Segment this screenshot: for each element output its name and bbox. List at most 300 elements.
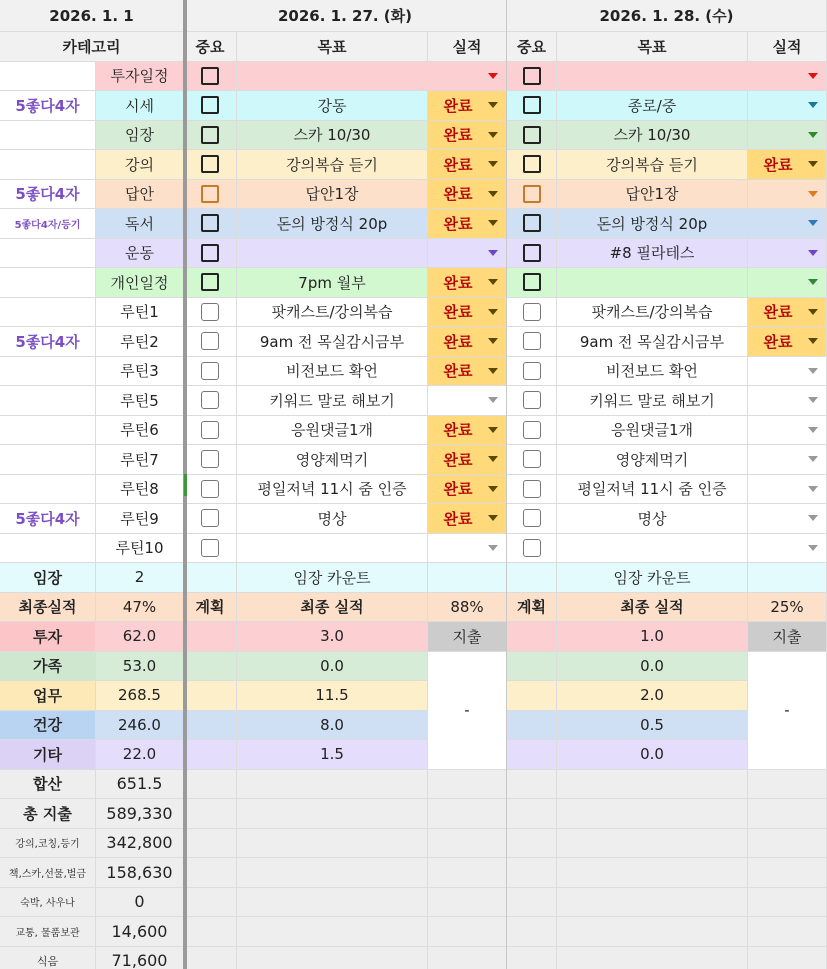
total-label-0: 합산 xyxy=(0,770,96,800)
cat-total-2: 268.5 xyxy=(96,681,184,711)
day1-importance-cell[interactable] xyxy=(184,180,237,210)
total-blank xyxy=(557,770,748,800)
day1-final-2: 11.5 xyxy=(237,681,428,711)
day1-goal-cell[interactable]: 강의복습 듣기 xyxy=(237,150,428,180)
day1-goal-cell[interactable]: 스카 10/30 xyxy=(237,121,428,151)
day1-result-dropdown[interactable] xyxy=(428,91,507,121)
day2-final-pct: 25% xyxy=(748,593,827,623)
checkbox[interactable] xyxy=(523,273,541,291)
total-blank xyxy=(237,917,428,947)
cat-label-4: 기타 xyxy=(0,740,96,770)
day2-result-dropdown[interactable] xyxy=(748,209,827,239)
category-2: 임장 xyxy=(96,121,184,151)
day2-result-dropdown[interactable] xyxy=(748,62,827,92)
day1-result-dropdown[interactable] xyxy=(428,475,507,505)
day1-result-dropdown[interactable] xyxy=(428,268,507,298)
day2-importance-cell[interactable] xyxy=(507,62,557,92)
total-blank xyxy=(557,917,748,947)
day1-importance-cell[interactable] xyxy=(184,62,237,92)
chevron-down-icon[interactable] xyxy=(808,161,818,167)
total-blank xyxy=(428,858,507,888)
day1-date-header[interactable]: 2026. 1. 27. (화) xyxy=(184,0,507,32)
chevron-down-icon[interactable] xyxy=(808,397,818,403)
left-date-header[interactable]: 2026. 1. 1 xyxy=(0,0,184,32)
checkbox[interactable] xyxy=(201,539,219,557)
day2-result-dropdown[interactable] xyxy=(748,386,827,416)
checkbox[interactable] xyxy=(201,509,219,527)
category-6: 운동 xyxy=(96,239,184,269)
result-value: 완료 xyxy=(443,450,473,469)
day2-goal-cell[interactable] xyxy=(557,268,748,298)
total-blank xyxy=(428,917,507,947)
checkbox[interactable] xyxy=(201,391,219,409)
day1-importance-cell[interactable] xyxy=(184,445,237,475)
day1-goal-cell[interactable]: 돈의 방정식 20p xyxy=(237,209,428,239)
day2-importance-cell[interactable] xyxy=(507,150,557,180)
day2-goal-cell[interactable]: 평일저녁 11시 줌 인증 xyxy=(557,475,748,505)
category-7: 개인일정 xyxy=(96,268,184,298)
day1-result-dropdown[interactable] xyxy=(428,239,507,269)
total-blank xyxy=(507,770,557,800)
row-side-note xyxy=(0,416,96,446)
day1-result-dropdown[interactable] xyxy=(428,386,507,416)
chevron-down-icon[interactable] xyxy=(808,309,818,315)
day2-result-dropdown[interactable] xyxy=(748,445,827,475)
day2-importance-cell[interactable] xyxy=(507,180,557,210)
total-blank xyxy=(237,947,428,969)
row-side-note xyxy=(0,121,96,151)
category-5: 독서 xyxy=(96,209,184,239)
result-value: 완료 xyxy=(763,332,793,351)
checkbox[interactable] xyxy=(201,96,219,114)
day2-result-header: 실적 xyxy=(748,32,827,62)
row-side-note: 5좋다4자 xyxy=(0,91,96,121)
day2-goal-cell[interactable]: 비전보드 확언 xyxy=(557,357,748,387)
day2-result-dropdown[interactable] xyxy=(748,357,827,387)
chevron-down-icon[interactable] xyxy=(488,486,498,492)
total-label-1: 총 지출 xyxy=(0,799,96,829)
total-blank xyxy=(428,799,507,829)
day1-result-dropdown[interactable] xyxy=(428,209,507,239)
checkbox[interactable] xyxy=(523,421,541,439)
day1-expense-label: 지출 xyxy=(428,622,507,652)
chevron-down-icon[interactable] xyxy=(488,427,498,433)
checkbox[interactable] xyxy=(201,273,219,291)
day1-importance-cell[interactable] xyxy=(184,475,237,505)
result-value: 완료 xyxy=(443,480,473,499)
day1-plan-3 xyxy=(184,711,237,741)
row-side-note: 5좋다4자/등기 xyxy=(0,209,96,239)
day2-importance-cell[interactable] xyxy=(507,239,557,269)
chevron-down-icon[interactable] xyxy=(488,397,498,403)
category-1: 시세 xyxy=(96,91,184,121)
day1-plan-label: 계획 xyxy=(184,593,237,623)
day2-result-dropdown[interactable] xyxy=(748,534,827,564)
chevron-down-icon[interactable] xyxy=(488,161,498,167)
checkbox[interactable] xyxy=(201,155,219,173)
category-10: 루틴3 xyxy=(96,357,184,387)
day2-goal-cell[interactable] xyxy=(557,62,748,92)
day2-importance-cell[interactable] xyxy=(507,534,557,564)
day1-plan-4 xyxy=(184,740,237,770)
day2-goal-cell[interactable]: 종로/중 xyxy=(557,91,748,121)
total-blank xyxy=(428,888,507,918)
day1-result-dropdown[interactable] xyxy=(428,180,507,210)
day1-final-0: 3.0 xyxy=(237,622,428,652)
day2-final-0: 1.0 xyxy=(557,622,748,652)
day2-importance-cell[interactable] xyxy=(507,386,557,416)
checkbox[interactable] xyxy=(201,421,219,439)
cat-label-3: 건강 xyxy=(0,711,96,741)
total-blank xyxy=(507,829,557,859)
day2-final-4: 0.0 xyxy=(557,740,748,770)
cat-total-3: 246.0 xyxy=(96,711,184,741)
day1-goal-cell[interactable]: 평일저녁 11시 줌 인증 xyxy=(237,475,428,505)
total-label-6: 식음 xyxy=(0,947,96,969)
day2-importance-cell[interactable] xyxy=(507,357,557,387)
day1-importance-cell[interactable] xyxy=(184,239,237,269)
total-blank xyxy=(184,858,237,888)
total-value-0: 651.5 xyxy=(96,770,184,800)
result-value: 완료 xyxy=(443,273,473,292)
day1-plan-1 xyxy=(184,652,237,682)
day1-importance-cell[interactable] xyxy=(184,416,237,446)
day2-importance-cell[interactable] xyxy=(507,91,557,121)
day1-importance-cell[interactable] xyxy=(184,268,237,298)
chevron-down-icon[interactable] xyxy=(488,368,498,374)
day2-result-dropdown[interactable] xyxy=(748,504,827,534)
total-blank xyxy=(748,947,827,969)
checkbox[interactable] xyxy=(523,96,541,114)
category-4: 답안 xyxy=(96,180,184,210)
day2-goal-cell[interactable]: 응원댓글1개 xyxy=(557,416,748,446)
day1-importance-cell[interactable] xyxy=(184,327,237,357)
day2-importance-cell[interactable] xyxy=(507,445,557,475)
chevron-down-icon[interactable] xyxy=(808,427,818,433)
day1-result-dropdown[interactable] xyxy=(428,416,507,446)
chevron-down-icon[interactable] xyxy=(488,279,498,285)
day2-importance-cell[interactable] xyxy=(507,416,557,446)
final-label: 최종실적 xyxy=(0,593,96,623)
day2-result-dropdown[interactable] xyxy=(748,416,827,446)
checkbox[interactable] xyxy=(201,303,219,321)
day1-goal-cell[interactable] xyxy=(237,62,428,92)
day2-result-dropdown[interactable] xyxy=(748,91,827,121)
row-side-note: 5좋다4자 xyxy=(0,327,96,357)
chevron-down-icon[interactable] xyxy=(488,102,498,108)
day1-result-dropdown[interactable] xyxy=(428,357,507,387)
day1-goal-header: 목표 xyxy=(237,32,428,62)
day1-result-dropdown[interactable] xyxy=(428,445,507,475)
chevron-down-icon[interactable] xyxy=(488,73,498,79)
row-side-note xyxy=(0,475,96,505)
row-side-note xyxy=(0,386,96,416)
total-blank xyxy=(557,799,748,829)
day2-final-label: 최종 실적 xyxy=(557,593,748,623)
day2-result-dropdown[interactable] xyxy=(748,298,827,328)
day1-importance-cell[interactable] xyxy=(184,504,237,534)
checkbox[interactable] xyxy=(523,509,541,527)
total-label-5: 교통, 물품보관 xyxy=(0,917,96,947)
total-blank xyxy=(184,799,237,829)
checkbox[interactable] xyxy=(201,244,219,262)
day1-goal-cell[interactable]: 강동 xyxy=(237,91,428,121)
chevron-down-icon[interactable] xyxy=(808,220,818,226)
row-side-note xyxy=(0,268,96,298)
day1-result-dropdown[interactable] xyxy=(428,121,507,151)
total-blank xyxy=(237,770,428,800)
checkbox[interactable] xyxy=(201,332,219,350)
day1-result-dropdown[interactable] xyxy=(428,150,507,180)
day1-goal-cell[interactable] xyxy=(237,534,428,564)
day2-importance-cell[interactable] xyxy=(507,268,557,298)
day1-importance-cell[interactable] xyxy=(184,150,237,180)
day1-result-dropdown[interactable] xyxy=(428,504,507,534)
row-side-note xyxy=(0,239,96,269)
chevron-down-icon[interactable] xyxy=(808,73,818,79)
day2-importance-cell[interactable] xyxy=(507,475,557,505)
day1-importance-cell[interactable] xyxy=(184,357,237,387)
chevron-down-icon[interactable] xyxy=(808,250,818,256)
result-value: 완료 xyxy=(443,214,473,233)
total-blank xyxy=(507,799,557,829)
chevron-down-icon[interactable] xyxy=(808,132,818,138)
day2-result-dropdown[interactable] xyxy=(748,121,827,151)
result-value: 완료 xyxy=(443,126,473,145)
day1-goal-cell[interactable]: 답안1장 xyxy=(237,180,428,210)
chevron-down-icon[interactable] xyxy=(488,456,498,462)
total-blank xyxy=(184,947,237,969)
total-label-4: 숙박, 사우나 xyxy=(0,888,96,918)
day2-result-dropdown[interactable] xyxy=(748,239,827,269)
category-13: 루틴7 xyxy=(96,445,184,475)
day2-goal-cell[interactable]: 돈의 방정식 20p xyxy=(557,209,748,239)
checkbox[interactable] xyxy=(523,67,541,85)
day1-plan-0 xyxy=(184,622,237,652)
day2-final-3: 0.5 xyxy=(557,711,748,741)
day1-result-dropdown[interactable] xyxy=(428,327,507,357)
checkbox[interactable] xyxy=(201,362,219,380)
day2-result-dropdown[interactable] xyxy=(748,327,827,357)
total-blank xyxy=(748,917,827,947)
day1-imjang-blank xyxy=(184,563,237,593)
day2-importance-cell[interactable] xyxy=(507,209,557,239)
chevron-down-icon[interactable] xyxy=(488,545,498,551)
day1-goal-cell[interactable]: 명상 xyxy=(237,504,428,534)
day1-goal-cell[interactable]: 응원댓글1개 xyxy=(237,416,428,446)
checkbox[interactable] xyxy=(201,480,219,498)
cat-label-0: 투자 xyxy=(0,622,96,652)
chevron-down-icon[interactable] xyxy=(808,368,818,374)
checkbox[interactable] xyxy=(201,214,219,232)
day1-final-1: 0.0 xyxy=(237,652,428,682)
day2-goal-cell[interactable]: 팟캐스트/강의복습 xyxy=(557,298,748,328)
day1-final-pct: 88% xyxy=(428,593,507,623)
chevron-down-icon[interactable] xyxy=(488,309,498,315)
total-blank xyxy=(507,947,557,969)
category-16: 루틴10 xyxy=(96,534,184,564)
total-blank xyxy=(557,858,748,888)
total-blank xyxy=(184,829,237,859)
day2-importance-cell[interactable] xyxy=(507,298,557,328)
day2-plan-0 xyxy=(507,622,557,652)
category-14: 루틴8 xyxy=(96,475,184,505)
day2-plan-label: 계획 xyxy=(507,593,557,623)
day1-goal-cell[interactable]: 팟캐스트/강의복습 xyxy=(237,298,428,328)
total-blank xyxy=(428,829,507,859)
total-blank xyxy=(557,947,748,969)
day2-importance-cell[interactable] xyxy=(507,504,557,534)
day1-importance-cell[interactable] xyxy=(184,121,237,151)
day2-plan-3 xyxy=(507,711,557,741)
total-blank xyxy=(748,858,827,888)
day1-importance-cell[interactable] xyxy=(184,386,237,416)
total-blank xyxy=(507,888,557,918)
day1-importance-cell[interactable] xyxy=(184,209,237,239)
checkbox[interactable] xyxy=(523,362,541,380)
day2-goal-cell[interactable]: 강의복습 듣기 xyxy=(557,150,748,180)
day1-imjang-count: 임장 카운트 xyxy=(237,563,428,593)
imjang-count: 2 xyxy=(96,563,184,593)
total-value-1: 589,330 xyxy=(96,799,184,829)
chevron-down-icon[interactable] xyxy=(488,515,498,521)
day1-final-label: 최종 실적 xyxy=(237,593,428,623)
day2-result-dropdown[interactable] xyxy=(748,180,827,210)
chevron-down-icon[interactable] xyxy=(488,250,498,256)
result-value: 완료 xyxy=(443,421,473,440)
day2-plan-1 xyxy=(507,652,557,682)
total-value-2: 342,800 xyxy=(96,829,184,859)
checkbox[interactable] xyxy=(523,185,541,203)
total-blank xyxy=(184,770,237,800)
day1-result-dropdown[interactable] xyxy=(428,62,507,92)
total-blank xyxy=(748,888,827,918)
day1-goal-cell[interactable]: 영양제먹기 xyxy=(237,445,428,475)
chevron-down-icon[interactable] xyxy=(488,338,498,344)
day2-result-dropdown[interactable] xyxy=(748,268,827,298)
day2-imjang-count: 임장 카운트 xyxy=(557,563,748,593)
day1-importance-cell[interactable] xyxy=(184,298,237,328)
day1-importance-cell[interactable] xyxy=(184,534,237,564)
total-value-4: 0 xyxy=(96,888,184,918)
day2-date-header[interactable]: 2026. 1. 28. (수) xyxy=(507,0,827,32)
result-value: 완료 xyxy=(443,362,473,381)
day1-importance-cell[interactable] xyxy=(184,91,237,121)
day2-goal-cell[interactable]: #8 필라테스 xyxy=(557,239,748,269)
chevron-down-icon[interactable] xyxy=(808,515,818,521)
day2-goal-cell[interactable] xyxy=(557,534,748,564)
day1-goal-cell[interactable]: 7pm 월부 xyxy=(237,268,428,298)
day2-goal-cell[interactable]: 스카 10/30 xyxy=(557,121,748,151)
total-blank xyxy=(237,858,428,888)
chevron-down-icon[interactable] xyxy=(808,456,818,462)
checkbox[interactable] xyxy=(523,126,541,144)
day2-goal-cell[interactable]: 9am 전 목실감시금부 xyxy=(557,327,748,357)
total-blank xyxy=(237,888,428,918)
chevron-down-icon[interactable] xyxy=(488,132,498,138)
chevron-down-icon[interactable] xyxy=(808,191,818,197)
day-divider xyxy=(506,0,507,969)
checkbox[interactable] xyxy=(201,185,219,203)
checkbox[interactable] xyxy=(523,244,541,262)
checkbox[interactable] xyxy=(201,126,219,144)
checkbox[interactable] xyxy=(523,539,541,557)
row-side-note xyxy=(0,150,96,180)
day2-importance-header: 중요 xyxy=(507,32,557,62)
result-value: 완료 xyxy=(763,155,793,174)
day1-goal-cell[interactable]: 비전보드 확언 xyxy=(237,357,428,387)
day2-importance-cell[interactable] xyxy=(507,121,557,151)
checkbox[interactable] xyxy=(201,67,219,85)
total-label-2: 강의,코칭,등기 xyxy=(0,829,96,859)
cat-total-1: 53.0 xyxy=(96,652,184,682)
day1-goal-cell[interactable]: 9am 전 목실감시금부 xyxy=(237,327,428,357)
checkbox[interactable] xyxy=(523,450,541,468)
result-value: 완료 xyxy=(763,303,793,322)
checkbox[interactable] xyxy=(523,391,541,409)
day1-goal-cell[interactable]: 키워드 말로 해보기 xyxy=(237,386,428,416)
chevron-down-icon[interactable] xyxy=(808,279,818,285)
day1-result-dropdown[interactable] xyxy=(428,298,507,328)
chevron-down-icon[interactable] xyxy=(808,338,818,344)
day1-final-3: 8.0 xyxy=(237,711,428,741)
row-side-note: 5좋다4자 xyxy=(0,504,96,534)
day1-importance-header: 중요 xyxy=(184,32,237,62)
checkbox[interactable] xyxy=(201,450,219,468)
chevron-down-icon[interactable] xyxy=(808,545,818,551)
day2-goal-cell[interactable]: 답안1장 xyxy=(557,180,748,210)
day2-result-dropdown[interactable] xyxy=(748,475,827,505)
cat-total-0: 62.0 xyxy=(96,622,184,652)
category-9: 루틴2 xyxy=(96,327,184,357)
cat-label-2: 업무 xyxy=(0,681,96,711)
total-blank xyxy=(557,888,748,918)
day1-plan-2 xyxy=(184,681,237,711)
total-blank xyxy=(184,917,237,947)
result-value: 완료 xyxy=(443,332,473,351)
chevron-down-icon[interactable] xyxy=(808,486,818,492)
day1-final-4: 1.5 xyxy=(237,740,428,770)
category-header: 카테고리 xyxy=(0,32,184,62)
row-side-note xyxy=(0,357,96,387)
total-value-5: 14,600 xyxy=(96,917,184,947)
chevron-down-icon[interactable] xyxy=(488,191,498,197)
day2-result-dropdown[interactable] xyxy=(748,150,827,180)
final-pct: 47% xyxy=(96,593,184,623)
chevron-down-icon[interactable] xyxy=(808,102,818,108)
day2-goal-header: 목표 xyxy=(557,32,748,62)
cell-selection-marker xyxy=(184,474,187,496)
day2-goal-cell[interactable]: 영양제먹기 xyxy=(557,445,748,475)
total-blank xyxy=(428,770,507,800)
row-side-note xyxy=(0,534,96,564)
day2-goal-cell[interactable]: 키워드 말로 해보기 xyxy=(557,386,748,416)
day1-goal-cell[interactable] xyxy=(237,239,428,269)
checkbox[interactable] xyxy=(523,155,541,173)
checkbox[interactable] xyxy=(523,303,541,321)
checkbox[interactable] xyxy=(523,214,541,232)
imjang-label: 임장 xyxy=(0,563,96,593)
row-side-note xyxy=(0,62,96,92)
day2-importance-cell[interactable] xyxy=(507,327,557,357)
checkbox[interactable] xyxy=(523,480,541,498)
checkbox[interactable] xyxy=(523,332,541,350)
chevron-down-icon[interactable] xyxy=(488,220,498,226)
total-blank xyxy=(428,947,507,969)
day1-result-dropdown[interactable] xyxy=(428,534,507,564)
day2-imjang-blank2 xyxy=(748,563,827,593)
day2-goal-cell[interactable]: 명상 xyxy=(557,504,748,534)
